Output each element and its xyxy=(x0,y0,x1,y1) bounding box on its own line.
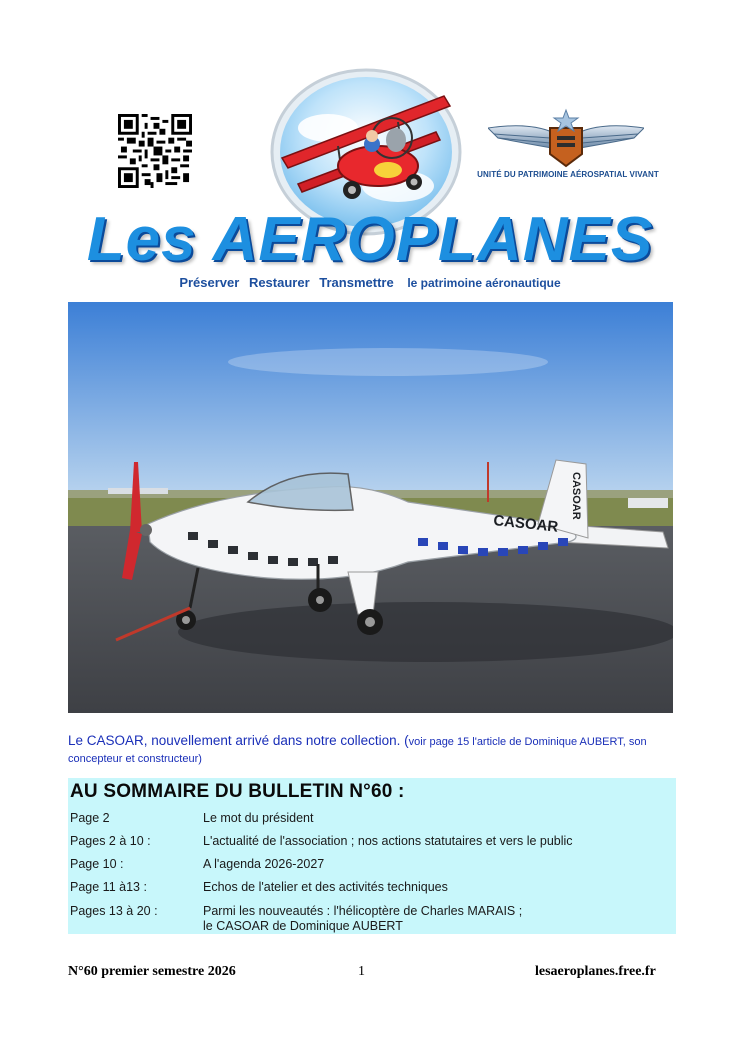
summary-page: Page 2 xyxy=(70,811,110,825)
fin-lettering: CASOAR xyxy=(570,472,582,520)
casoar-aircraft-photo xyxy=(68,302,673,713)
summary-text: Parmi les nouveautés : l'hélicoptère de Charles MARAIS ; xyxy=(203,904,523,918)
summary-text: A l'agenda 2026-2027 xyxy=(203,857,325,871)
summary-page: Pages 2 à 10 : xyxy=(70,834,151,848)
summary-text: Le mot du président xyxy=(203,811,314,825)
caption-detail: voir page 15 l'article de Dominique AUBERT, son concepteur et constructeur) xyxy=(68,736,647,765)
tagline-suffix: le patrimoine aéronautique xyxy=(407,276,561,290)
footer-issue: N°60 premier semestre 2026 xyxy=(68,964,236,979)
caption-main: Le CASOAR, nouvellement arrivé dans notre collection. ( xyxy=(68,733,409,748)
tagline xyxy=(60,275,680,290)
summary-text: L'actualité de l'association ; nos actions statutaires et vers le public xyxy=(203,834,573,848)
tagline-word-transmettre: Transmettre xyxy=(319,275,394,290)
footer-website: lesaeroplanes.free.fr xyxy=(535,964,656,979)
tagline-word-preserver: Préserver xyxy=(179,275,240,290)
tagline-word-restaurer: Restaurer xyxy=(248,275,310,290)
summary-page: Page 10 : xyxy=(70,857,124,871)
summary-page: Page 11 à13 : xyxy=(70,880,147,894)
summary-text: le CASOAR de Dominique AUBERT xyxy=(203,919,403,933)
qr-code-icon xyxy=(118,114,192,188)
upav-label: UNITÉ DU PATRIMOINE AÉROSPATIAL VIVANT xyxy=(477,170,659,179)
summary-page: Pages 13 à 20 : xyxy=(70,904,158,918)
upav-wings-logo xyxy=(488,108,644,170)
summary-box xyxy=(68,778,676,934)
page-title: Les AEROPLANES xyxy=(86,205,654,274)
photo-caption xyxy=(68,733,678,767)
fuselage-lettering: CASOAR xyxy=(492,512,560,536)
summary-text: Echos de l'atelier et des activités techniques xyxy=(203,880,448,894)
footer-page-number: 1 xyxy=(358,964,365,979)
summary-title: AU SOMMAIRE DU BULLETIN N°60 : xyxy=(70,781,405,802)
